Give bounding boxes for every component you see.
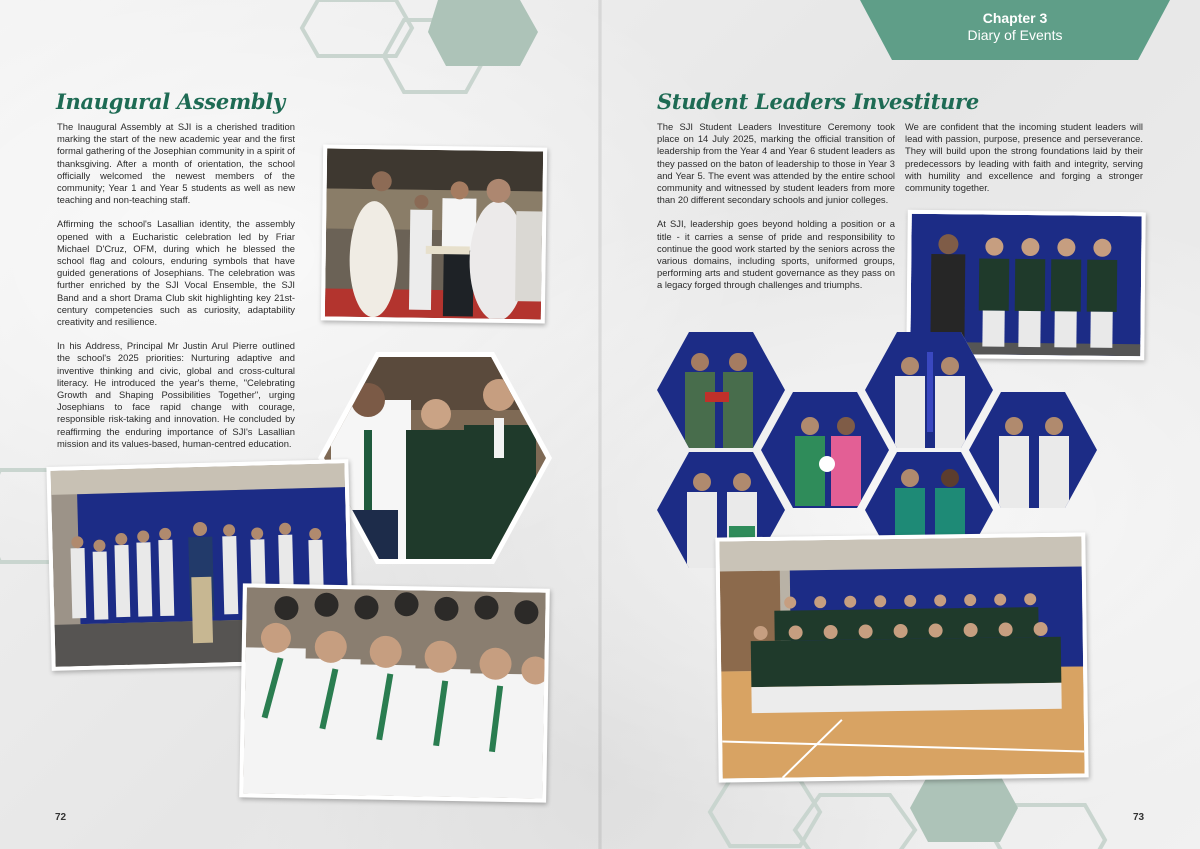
- photo-principal-students: [316, 350, 554, 566]
- investiture-text-column-1: [657, 121, 895, 304]
- paragraph: The Inaugural Assembly at SJI is a cherished tradition marking the start of the new academic year and the first formal gathering of the Josephian community in a spirit of thanksgiving. After a month of orientation, the school officially welcomed the newest members of the community; Year 1 and Year 5 students as well as new teaching and non-teaching staff.: [57, 121, 295, 206]
- photo-students-seated: [239, 583, 550, 802]
- paragraph: The SJI Student Leaders Investiture Ceremony took place on 14 July 2025, marking the official transition of leadership from the Year 4 and Year 6 student leaders as they passed on the baton of leadership to those in Year 3 and Year 5. The event was attended by the entire school community and witnessed by student leaders from more than 20 different secondary schools and junior colleges.: [657, 121, 895, 206]
- inaugural-text-column: [57, 121, 295, 462]
- section-heading-investiture: Student Leaders Investiture: [657, 89, 979, 114]
- paragraph: Affirming the school's Lasallian identity, the assembly opened with a Eucharistic celebration led by Friar Michael D'Cruz, OFM, during which he blessed the school flag and colours, enduring symbols that have guided generations of Josephians. The celebration was further enriched by the SJI Vocal Ensemble, the SJI Band and a short Drama Club skit highlighting key 21st-century competencies such as curiosity, adaptability creativity and resilience.: [57, 218, 295, 328]
- investiture-text-column-2: [905, 121, 1143, 206]
- section-heading-inaugural: Inaugural Assembly: [56, 89, 285, 114]
- photo-mass-blessing: [321, 144, 547, 323]
- photo-large-group: [715, 532, 1088, 782]
- page-number-right: 73: [1133, 812, 1145, 823]
- paragraph: We are confident that the incoming student leaders will lead with passion, purpose, presence and perseverance. They will build upon the strong foundations laid by their predecessors by leading with faith and integrity, serving with humility and excellence and forging a stronger community together.: [905, 121, 1143, 194]
- paragraph: In his Address, Principal Mr Justin Arul Pierre outlined the school's 2025 priorities: Nurturing adaptive and inventive thinking and civic, global and cross-cultural literacy. He introduced the year's theme, "Celebrating Growth and Shaping Possibilities Together", urging Josephians to face rapid change with courage, responsible risk-taking and innovation. He concluded by reaffirming the enduring importance of SJI's Lasallian mission and its values-based, human-centred education.: [57, 340, 295, 449]
- chapter-name: Diary of Events: [967, 27, 1063, 43]
- chapter-number: Chapter 3: [982, 10, 1048, 26]
- page-number-left: 72: [55, 812, 67, 823]
- chapter-tab: [860, 0, 1170, 60]
- page-spine: [598, 0, 602, 849]
- paragraph: At SJI, leadership goes beyond holding a position or a title - it carries a sense of pride and responsibility to continue the good work started by the seniors across the various domains, including sports, uniformed groups, performing arts and student governance as they pass on a legacy forged through challenges and triumphs.: [657, 218, 895, 291]
